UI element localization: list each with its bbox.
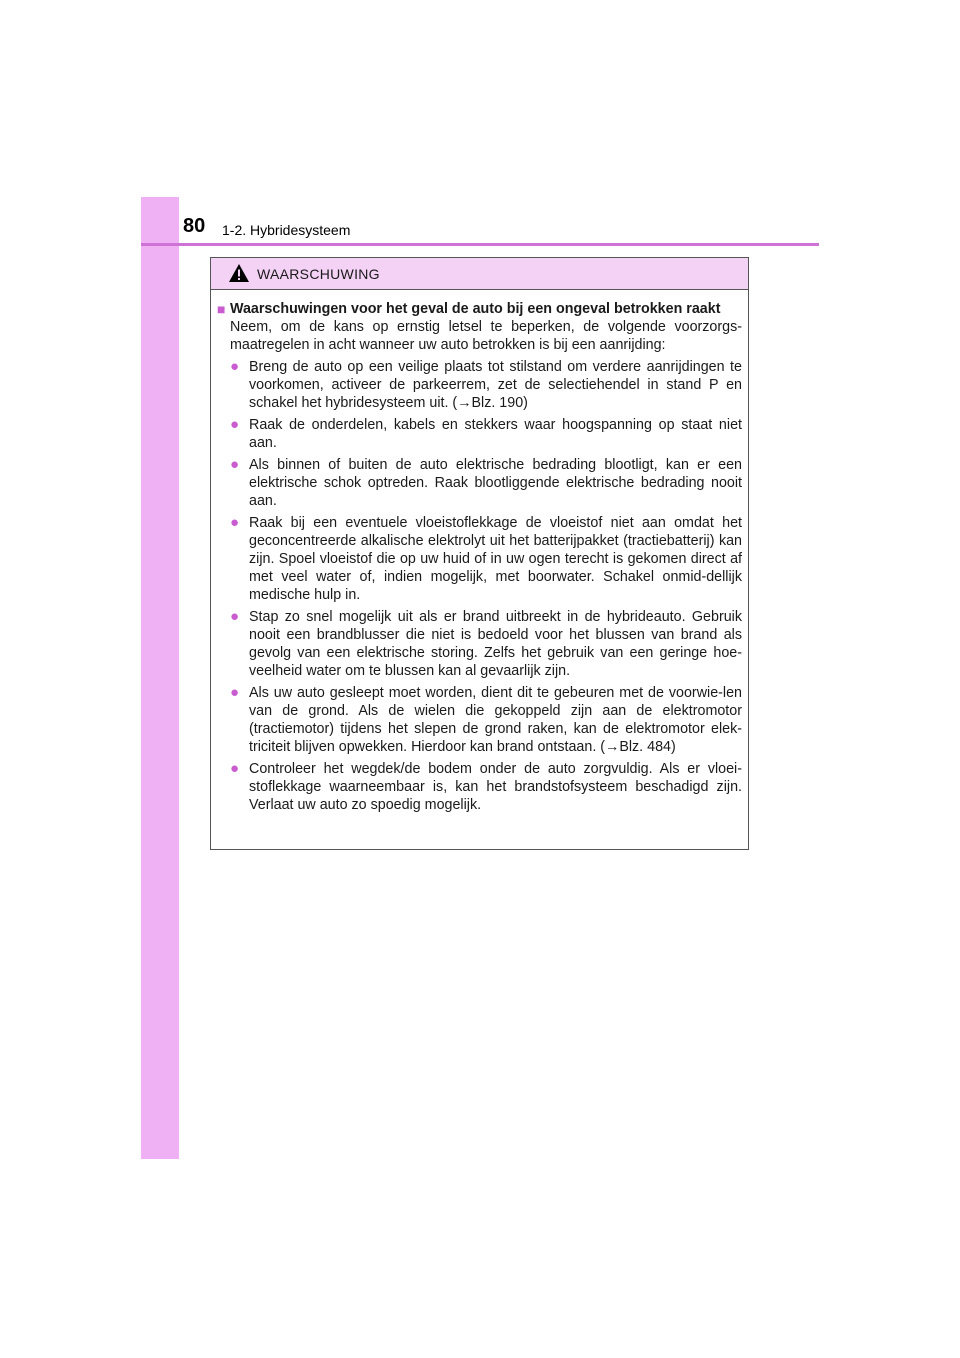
section-title: 1-2. Hybridesysteem [222, 222, 351, 238]
list-item-text: Raak de onderdelen, kabels en stekkers waar hoogspanning op staat niet aan. [249, 417, 742, 451]
warning-header [211, 258, 748, 290]
dot-bullet-icon: ● [230, 760, 240, 777]
warning-heading-row [217, 300, 742, 318]
warning-title: WAARSCHUWING [257, 266, 380, 282]
list-item-text: Stap zo snel mogelijk uit als er brand uitbreekt in de hybrideauto. Gebruik nooit een brandblusser die niet is bedoeld voor het blussen van brand als gevolg van een elektrische storing. Zelfs het gebruik van een geringe hoe-veelheid water om te blussen kan al gevaarlijk zijn. [249, 609, 742, 679]
list-item [230, 608, 742, 680]
list-item-text: Als uw auto gesleept moet worden, dient dit te gebeuren met de voorwie-len van de grond. Als de wielen die gekoppeld zijn aan de elektromotor (tractiemotor) tijdens het slepen de grond raken, kan de elektromotor elek-triciteit blijven opwekken. Hierdoor kan brand ontstaan. (→Blz. 484) [249, 685, 742, 755]
warning-body [211, 290, 748, 814]
square-bullet-icon: ■ [217, 301, 226, 317]
dot-bullet-icon: ● [230, 608, 240, 625]
header-rule [141, 243, 819, 246]
dot-bullet-icon: ● [230, 514, 240, 531]
list-item [230, 358, 742, 412]
warning-heading: Waarschuwingen voor het geval de auto bij een ongeval betrokken raakt [230, 301, 721, 317]
warning-box [210, 257, 749, 850]
dot-bullet-icon: ● [230, 684, 240, 701]
list-item-text: Breng de auto op een veilige plaats tot stilstand om verdere aanrijdingen te voorkomen, activeer de parkeerrem, zet de selectiehendel in stand P en schakel het hybridesysteem uit. (→Blz. 190) [249, 359, 742, 411]
list-item [230, 456, 742, 510]
dot-bullet-icon: ● [230, 416, 240, 433]
warning-intro: Neem, om de kans op ernstig letsel te beperken, de volgende voorzorgs-maatregelen in acht wanneer uw auto betrokken is bij een aanrijding: [230, 319, 742, 353]
dot-bullet-icon: ● [230, 358, 240, 375]
list-item-text: Als binnen of buiten de auto elektrische bedrading blootligt, kan er een elektrische schok optreden. Raak blootliggende elektrische bedrading nooit aan. [249, 457, 742, 509]
warning-items [217, 358, 742, 814]
dot-bullet-icon: ● [230, 456, 240, 473]
warning-triangle-icon [228, 263, 250, 283]
list-item-text: Controleer het wegdek/de bodem onder de auto zorgvuldig. Als er vloei-stoflekkage waarneembaar is, kan het brandstofsysteem beschadigd zijn. Verlaat uw auto zo spoedig mogelijk. [249, 761, 742, 813]
list-item [230, 416, 742, 452]
list-item-text: Raak bij een eventuele vloeistoflekkage de vloeistof niet aan omdat het geconcentreerde alkalische elektrolyt uit het batterijpakket (tractiebatterij) kan zijn. Spoel vloeistof die op uw huid of in uw ogen terecht is gekomen direct af met veel water of, indien mogelijk, met boorwater. Schakel onmid-dellijk medische hulp in. [249, 515, 742, 603]
chapter-sidebar [141, 197, 179, 1159]
list-item [230, 514, 742, 604]
list-item [230, 684, 742, 756]
list-item [230, 760, 742, 814]
page-number: 80 [183, 215, 206, 237]
